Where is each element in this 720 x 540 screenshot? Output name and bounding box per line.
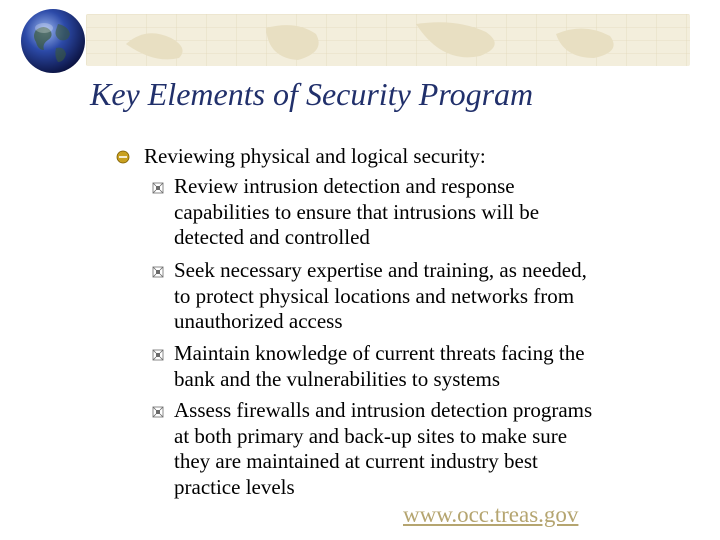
bullet-item: [174, 341, 674, 392]
bullet-line: Seek necessary expertise and training, as needed,: [174, 258, 587, 282]
square-bullet-icon: [152, 182, 164, 194]
header-banner: [86, 14, 690, 66]
bullet-line: practice levels: [174, 474, 295, 499]
bullet-line: unauthorized access: [174, 309, 343, 333]
bullet-line: capabilities to ensure that intrusions will be: [174, 199, 540, 224]
world-map-pattern: [86, 14, 690, 66]
bullet-line: to protect physical locations and networks from: [174, 283, 575, 308]
bullet-line: Review intrusion detection and response: [174, 174, 515, 198]
bullet-item: [174, 398, 674, 500]
bullet-line: Assess firewalls and intrusion detection programs: [174, 398, 593, 422]
globe-icon: [20, 8, 86, 74]
circle-bullet-icon: [116, 150, 130, 164]
square-bullet-icon: [152, 266, 164, 278]
bullet-item: [174, 174, 674, 251]
bullet-item: [174, 258, 674, 335]
bullet-line: they are maintained at current industry best: [174, 449, 538, 473]
footer-link[interactable]: www.occ.treas.gov: [403, 502, 579, 527]
bullet-line: bank and the vulnerabilities to systems: [174, 366, 501, 391]
bullet-line: Maintain knowledge of current threats facing the: [174, 341, 585, 365]
square-bullet-icon: [152, 349, 164, 361]
bullet-line: at both primary and back-up sites to make sure: [174, 423, 568, 448]
heading-text: Reviewing physical and logical security:: [144, 144, 486, 168]
slide-title: Key Elements of Security Program: [90, 76, 534, 112]
bullet-line: detected and controlled: [174, 225, 370, 249]
square-bullet-icon: [152, 406, 164, 418]
